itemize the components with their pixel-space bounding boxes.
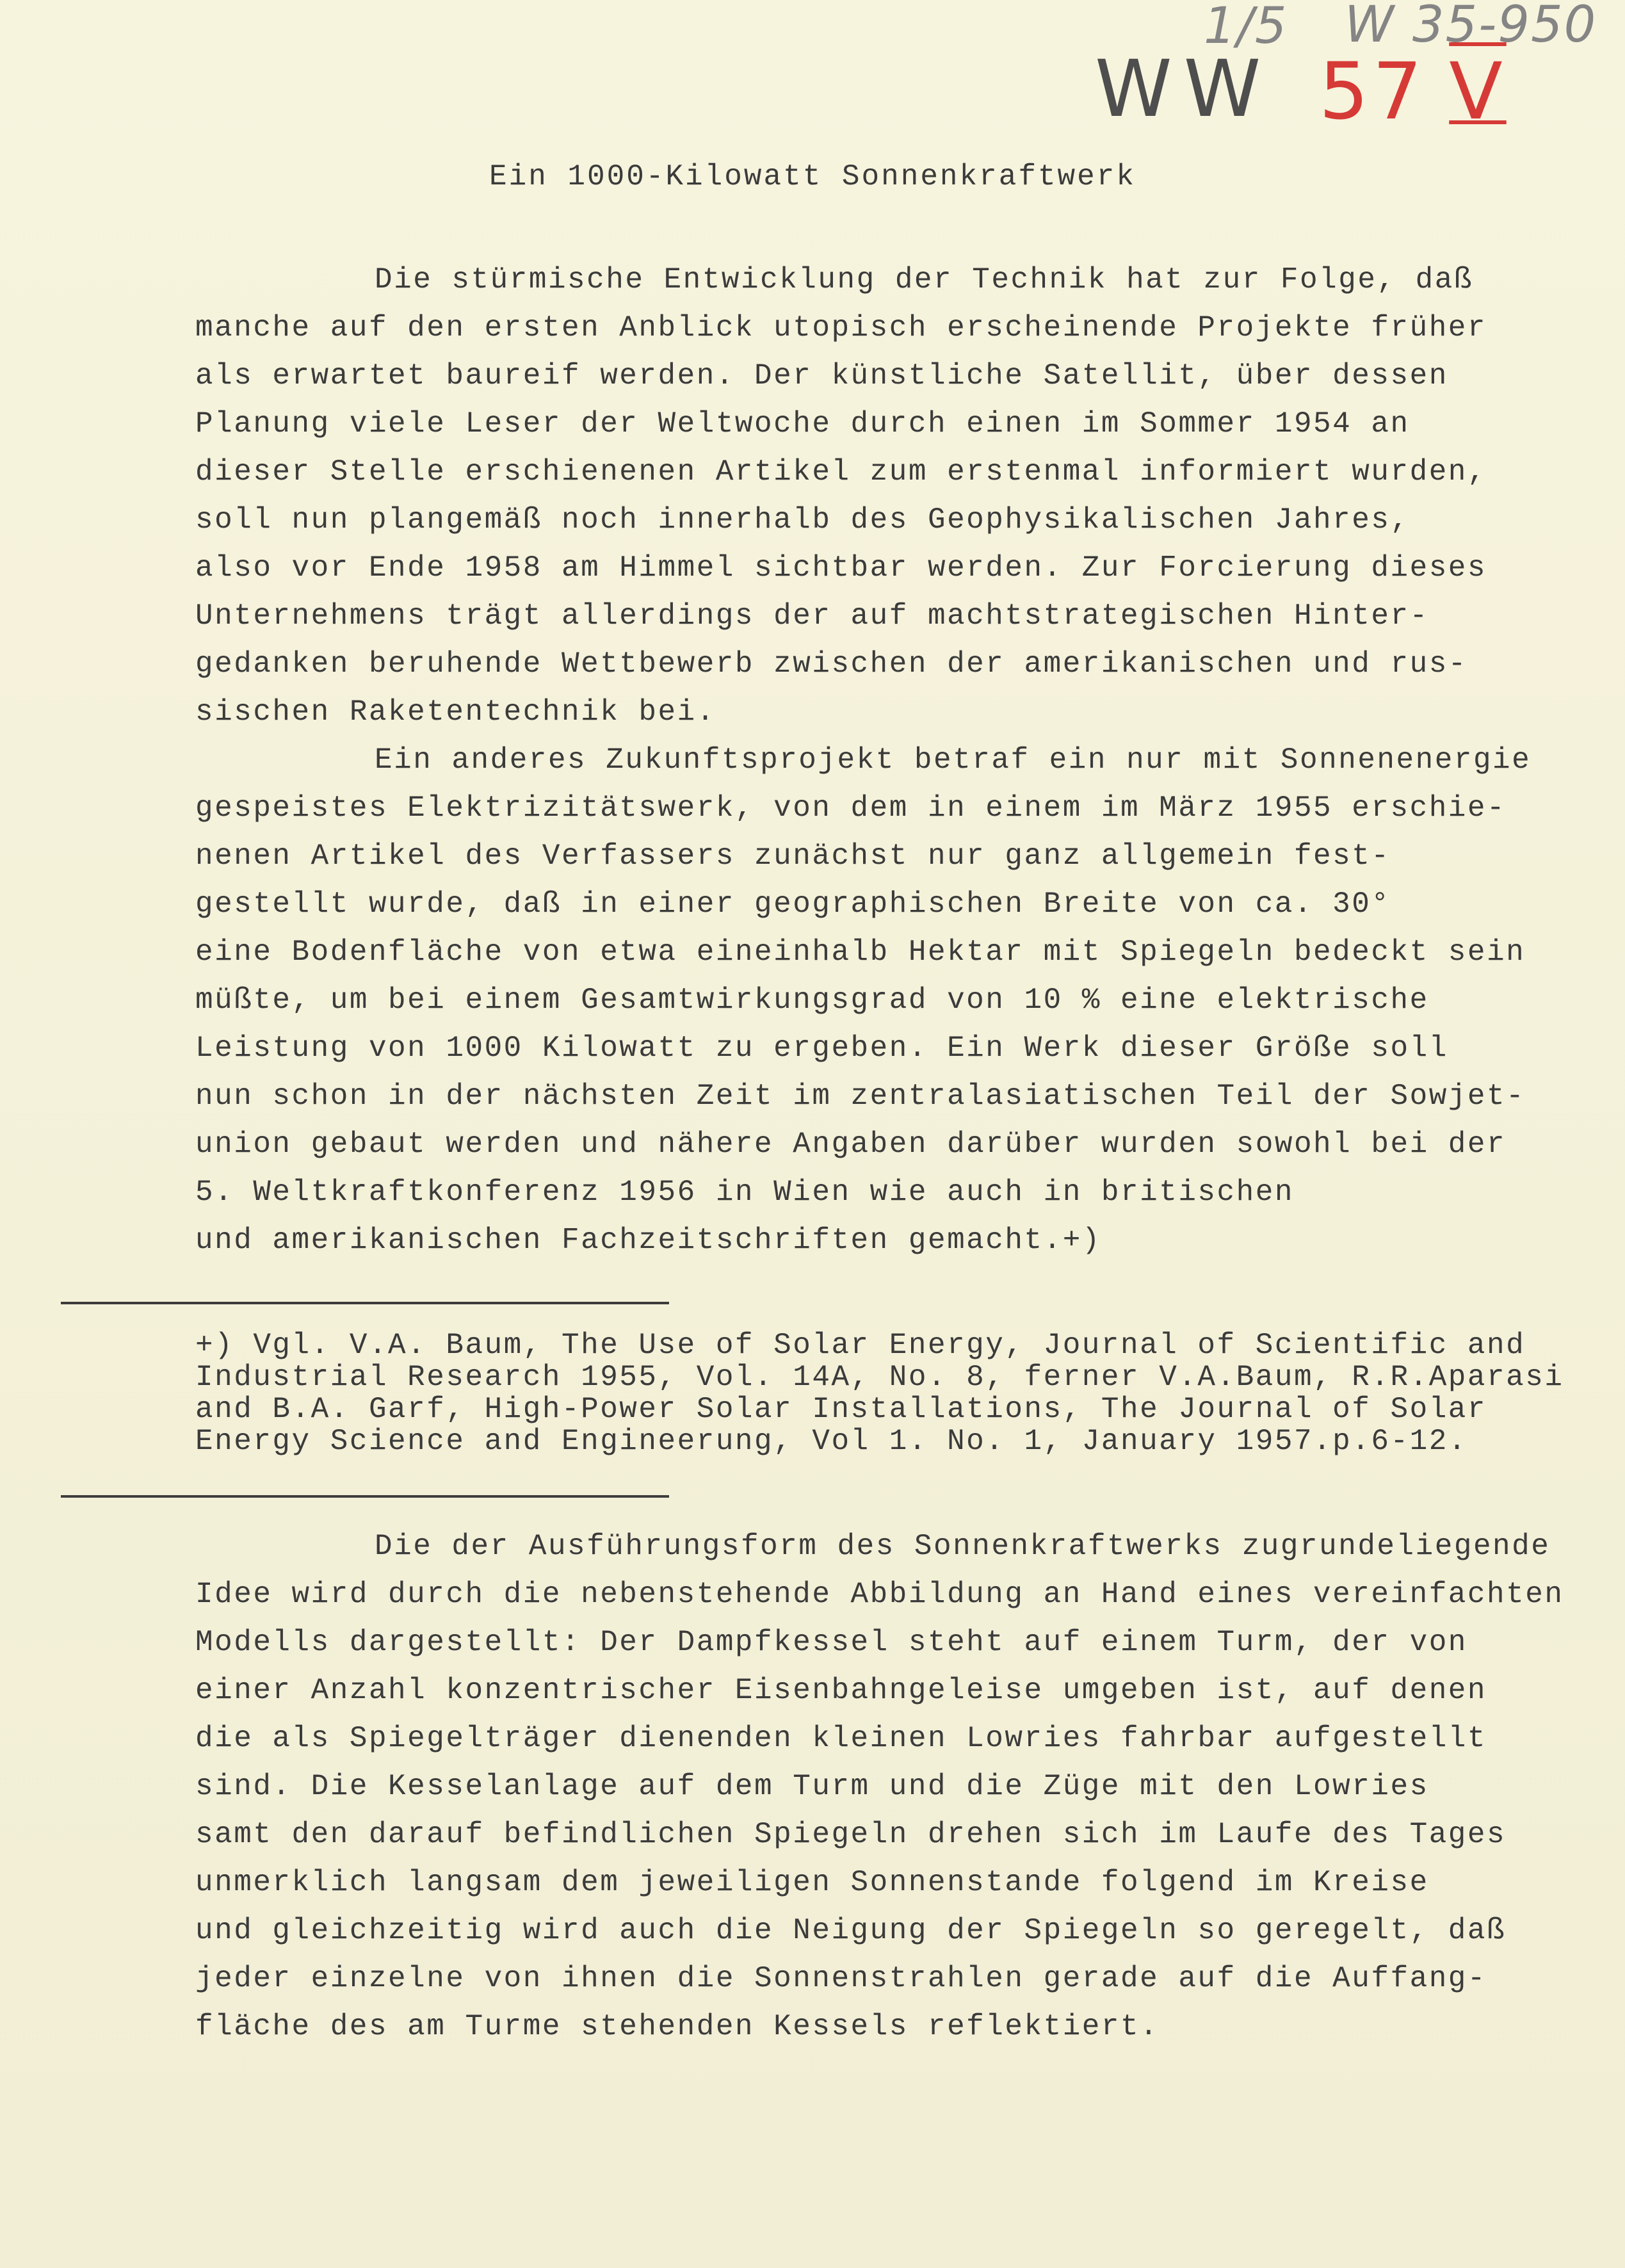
text-line: eine Bodenfläche von etwa eineinhalb Hektar mit Spiegeln bedeckt sein (195, 936, 1526, 969)
annotation-red-roman: V (1449, 46, 1507, 137)
annotation-red-mark (1319, 46, 1507, 137)
annotation-red-number: 57 (1319, 46, 1427, 137)
paragraph-1 (195, 256, 1572, 736)
footnote (195, 1329, 1572, 1457)
text-line: Leistung von 1000 Kilowatt zu ergeben. Ein Werk dieser Größe soll (195, 1032, 1448, 1065)
text-line: gestellt wurde, daß in einer geographischen Breite von ca. 30° (195, 887, 1391, 921)
text-line: samt den darauf befindlichen Spiegeln drehen sich im Laufe des Tages (195, 1818, 1507, 1851)
text-line: Modells dargestellt: Der Dampfkessel steht auf einem Turm, der von (195, 1626, 1467, 1659)
handwritten-annotations (1095, 0, 1601, 141)
text-line: soll nun plangemäß noch innerhalb des Geophysikalischen Jahres, (195, 503, 1410, 537)
text-line: müßte, um bei einem Gesamtwirkungsgrad von 10 % eine elektrische (195, 984, 1429, 1017)
text-line: sind. Die Kesselanlage auf dem Turm und die Züge mit den Lowries (195, 1770, 1429, 1803)
annotation-initials: WW (1095, 44, 1273, 134)
footnote-line: Energy Science and Engineerung, Vol 1. No. 1, January 1957.p.6-12. (195, 1425, 1467, 1458)
text-line: Idee wird durch die nebenstehende Abbildung an Hand eines vereinfachten (195, 1578, 1564, 1611)
text-line: Die stürmische Entwicklung der Technik hat zur Folge, daß (375, 263, 1473, 296)
text-line: nun schon in der nächsten Zeit im zentralasiatischen Teil der Sowjet- (195, 1080, 1526, 1113)
text-line: dieser Stelle erschienenen Artikel zum erstenmal informiert wurden, (195, 455, 1487, 489)
text-line: Die der Ausführungsform des Sonnenkraftwerks zugrundeliegende (375, 1530, 1551, 1563)
footnote-line: and B.A. Garf, High-Power Solar Installations, The Journal of Solar (195, 1393, 1487, 1426)
text-line: nenen Artikel des Verfassers zunächst nur ganz allgemein fest- (195, 839, 1391, 873)
footnote-line: +) Vgl. V.A. Baum, The Use of Solar Energy, Journal of Scientific and (195, 1329, 1526, 1362)
text-line: manche auf den ersten Anblick utopisch erscheinende Projekte früher (195, 311, 1487, 344)
text-line: Unternehmens trägt allerdings der auf machtstrategischen Hinter- (195, 599, 1429, 633)
paragraph-3 (195, 1523, 1572, 2051)
text-line: sischen Raketentechnik bei. (195, 695, 716, 729)
text-line: also vor Ende 1958 am Himmel sichtbar werden. Zur Forcierung dieses (195, 551, 1487, 585)
text-line: jeder einzelne von ihnen die Sonnenstrahlen gerade auf die Auffang- (195, 1962, 1487, 1995)
text-line: unmerklich langsam dem jeweiligen Sonnenstande folgend im Kreise (195, 1866, 1429, 1899)
paragraph-2 (195, 736, 1572, 1265)
text-line: fläche des am Turme stehenden Kessels reflektiert. (195, 2010, 1160, 2043)
text-line: die als Spiegelträger dienenden kleinen Lowries fahrbar aufgestellt (195, 1722, 1487, 1755)
text-line: gespeistes Elektrizitätswerk, von dem in einem im März 1955 erschie- (195, 791, 1507, 825)
text-line: einer Anzahl konzentrischer Eisenbahngeleise umgeben ist, auf denen (195, 1674, 1487, 1707)
footnote-line: Industrial Research 1955, Vol. 14A, No. 8, ferner V.A.Baum, R.R.Aparasi (195, 1361, 1564, 1394)
annotation-fraction: 1/5 (1204, 0, 1288, 55)
text-line: Ein anderes Zukunftsprojekt betraf ein nur mit Sonnenenergie (375, 743, 1532, 777)
document-title: Ein 1000-Kilowatt Sonnenkraftwerk (489, 160, 1136, 193)
text-line: als erwartet baureif werden. Der künstliche Satellit, über dessen (195, 359, 1448, 393)
text-line: und gleichzeitig wird auch die Neigung der Spiegeln so geregelt, daß (195, 1914, 1507, 1947)
text-line: Planung viele Leser der Weltwoche durch einen im Sommer 1954 an (195, 407, 1410, 441)
text-line: union gebaut werden und nähere Angaben darüber wurden sowohl bei der (195, 1128, 1507, 1161)
text-line: 5. Weltkraftkonferenz 1956 in Wien wie auch in britischen (195, 1176, 1294, 1209)
text-line: und amerikanischen Fachzeitschriften gemacht.+) (195, 1224, 1101, 1257)
footnote-divider-bottom (61, 1495, 669, 1498)
footnote-divider-top (61, 1302, 669, 1304)
annotation-archive-number: W 35-950 (1345, 0, 1597, 54)
text-line: gedanken beruhende Wettbewerb zwischen der amerikanischen und rus- (195, 647, 1467, 681)
